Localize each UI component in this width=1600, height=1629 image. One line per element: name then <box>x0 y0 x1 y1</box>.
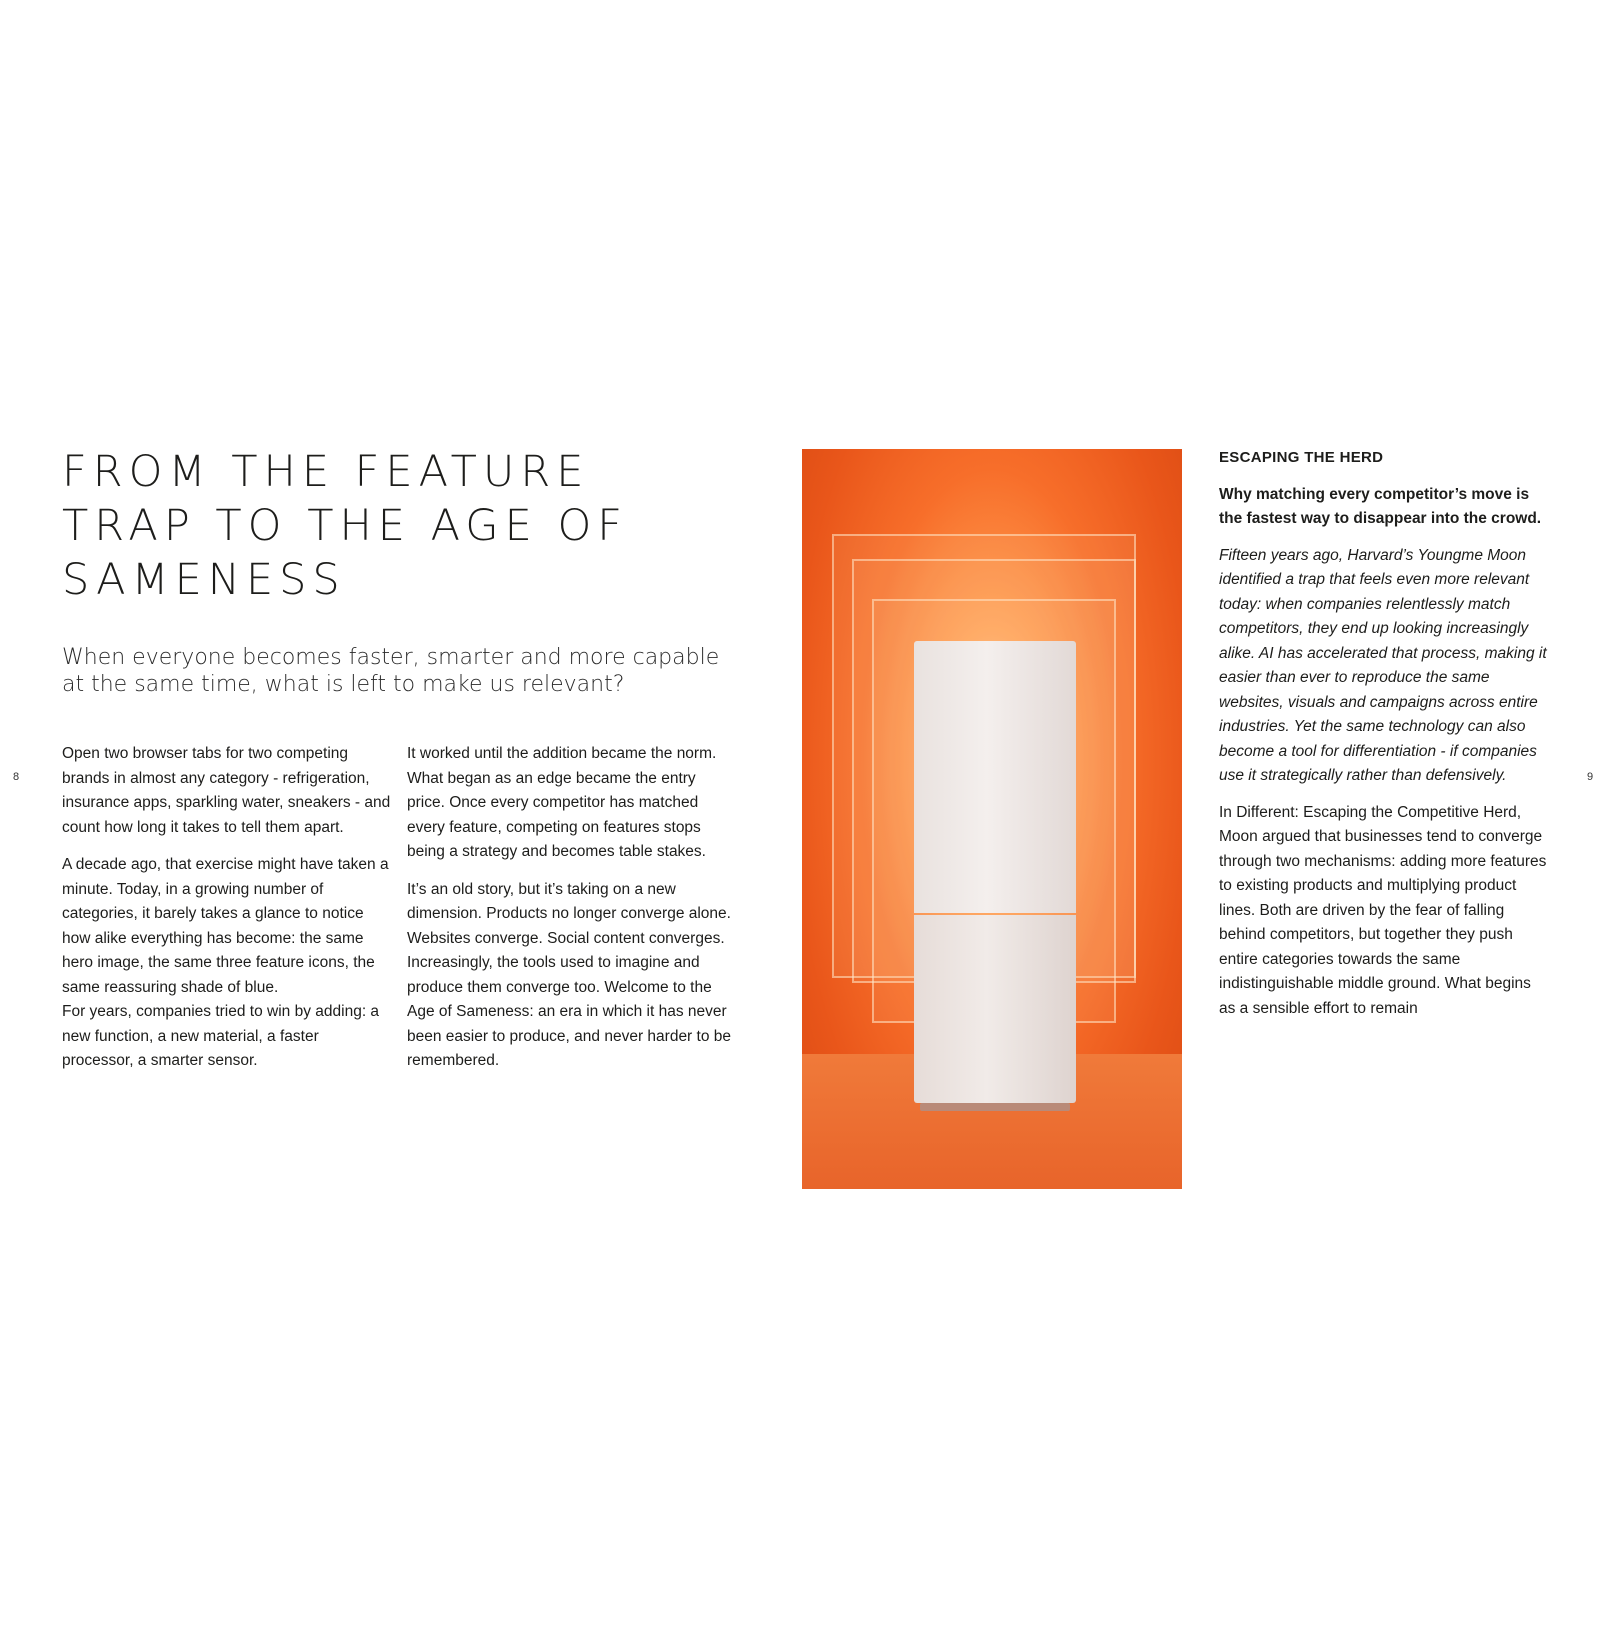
sidebar-body: In Different: Escaping the Competitive Herd, Moon argued that businesses tend to converge through two mechanisms: adding more features to existing products and multiplying product lines. Both are driven by the fear of falling behind competitors, but together they push entire categories towards the same indistinguishable middle ground. What begins as a sensible effort to remain <box>1219 803 1547 1017</box>
fridge-upper-door <box>914 641 1076 913</box>
page-number-left: 8 <box>13 771 20 783</box>
fridge-lower-door <box>914 915 1076 1103</box>
body-column-1 <box>62 742 392 1087</box>
fridge-photo <box>802 449 1182 1189</box>
paragraph: It’s an old story, but it’s taking on a new dimension. Products no longer converge alone. Websites converge. Social content converges. Increasingly, the tools used to imagine and produce them converge too. Welcome to the Age of Sameness: an era in which it has never been easier to produce, and never harder to be remembered. <box>407 880 732 1069</box>
paragraph: Open two browser tabs for two competing brands in almost any category - refrigeration, insurance apps, sparkling water, sneakers - and count how long it takes to tell them apart. <box>62 745 391 836</box>
paragraph: For years, companies tried to win by adding: a new function, a new material, a faster processor, a smarter sensor. <box>62 1003 380 1069</box>
page-title: FROM THE FEATURE TRAP TO THE AGE OF SAMENESS <box>62 447 629 605</box>
page-number-right: 9 <box>1587 771 1594 783</box>
sidebar-quote: Fifteen years ago, Harvard’s Youngme Moon identified a trap that feels even more relevant today: when companies relentlessly match competitors, they end up looking increasingly alike. AI has accelerated that process, making it easier than ever to reproduce the same websites, visuals and campaigns across entire industries. Yet the same technology can also become a tool for differentiation - if companies use it strategically rather than defensively. <box>1219 546 1547 784</box>
paragraph: It worked until the addition became the norm. What began as an edge became the entry price. Once every competitor has matched every feature, competing on features stops being a strategy and becomes table stakes. <box>407 745 717 860</box>
body-column-2 <box>407 742 737 1087</box>
sidebar-heading: ESCAPING THE HERD <box>1219 449 1384 466</box>
sidebar-article <box>1219 446 1549 1021</box>
paragraph: A decade ago, that exercise might have taken a minute. Today, in a growing number of categories, it barely takes a glance to notice how alike everything has become: the same hero image, the same three feature icons, the same reassuring shade of blue. <box>62 856 389 996</box>
sidebar-lead: Why matching every competitor’s move is the fastest way to disappear into the crowd. <box>1219 485 1542 527</box>
fridge-base <box>920 1103 1070 1111</box>
page-subtitle: When everyone becomes faster, smarter and more capable at the same time, what is left to make us relevant? <box>62 645 720 697</box>
